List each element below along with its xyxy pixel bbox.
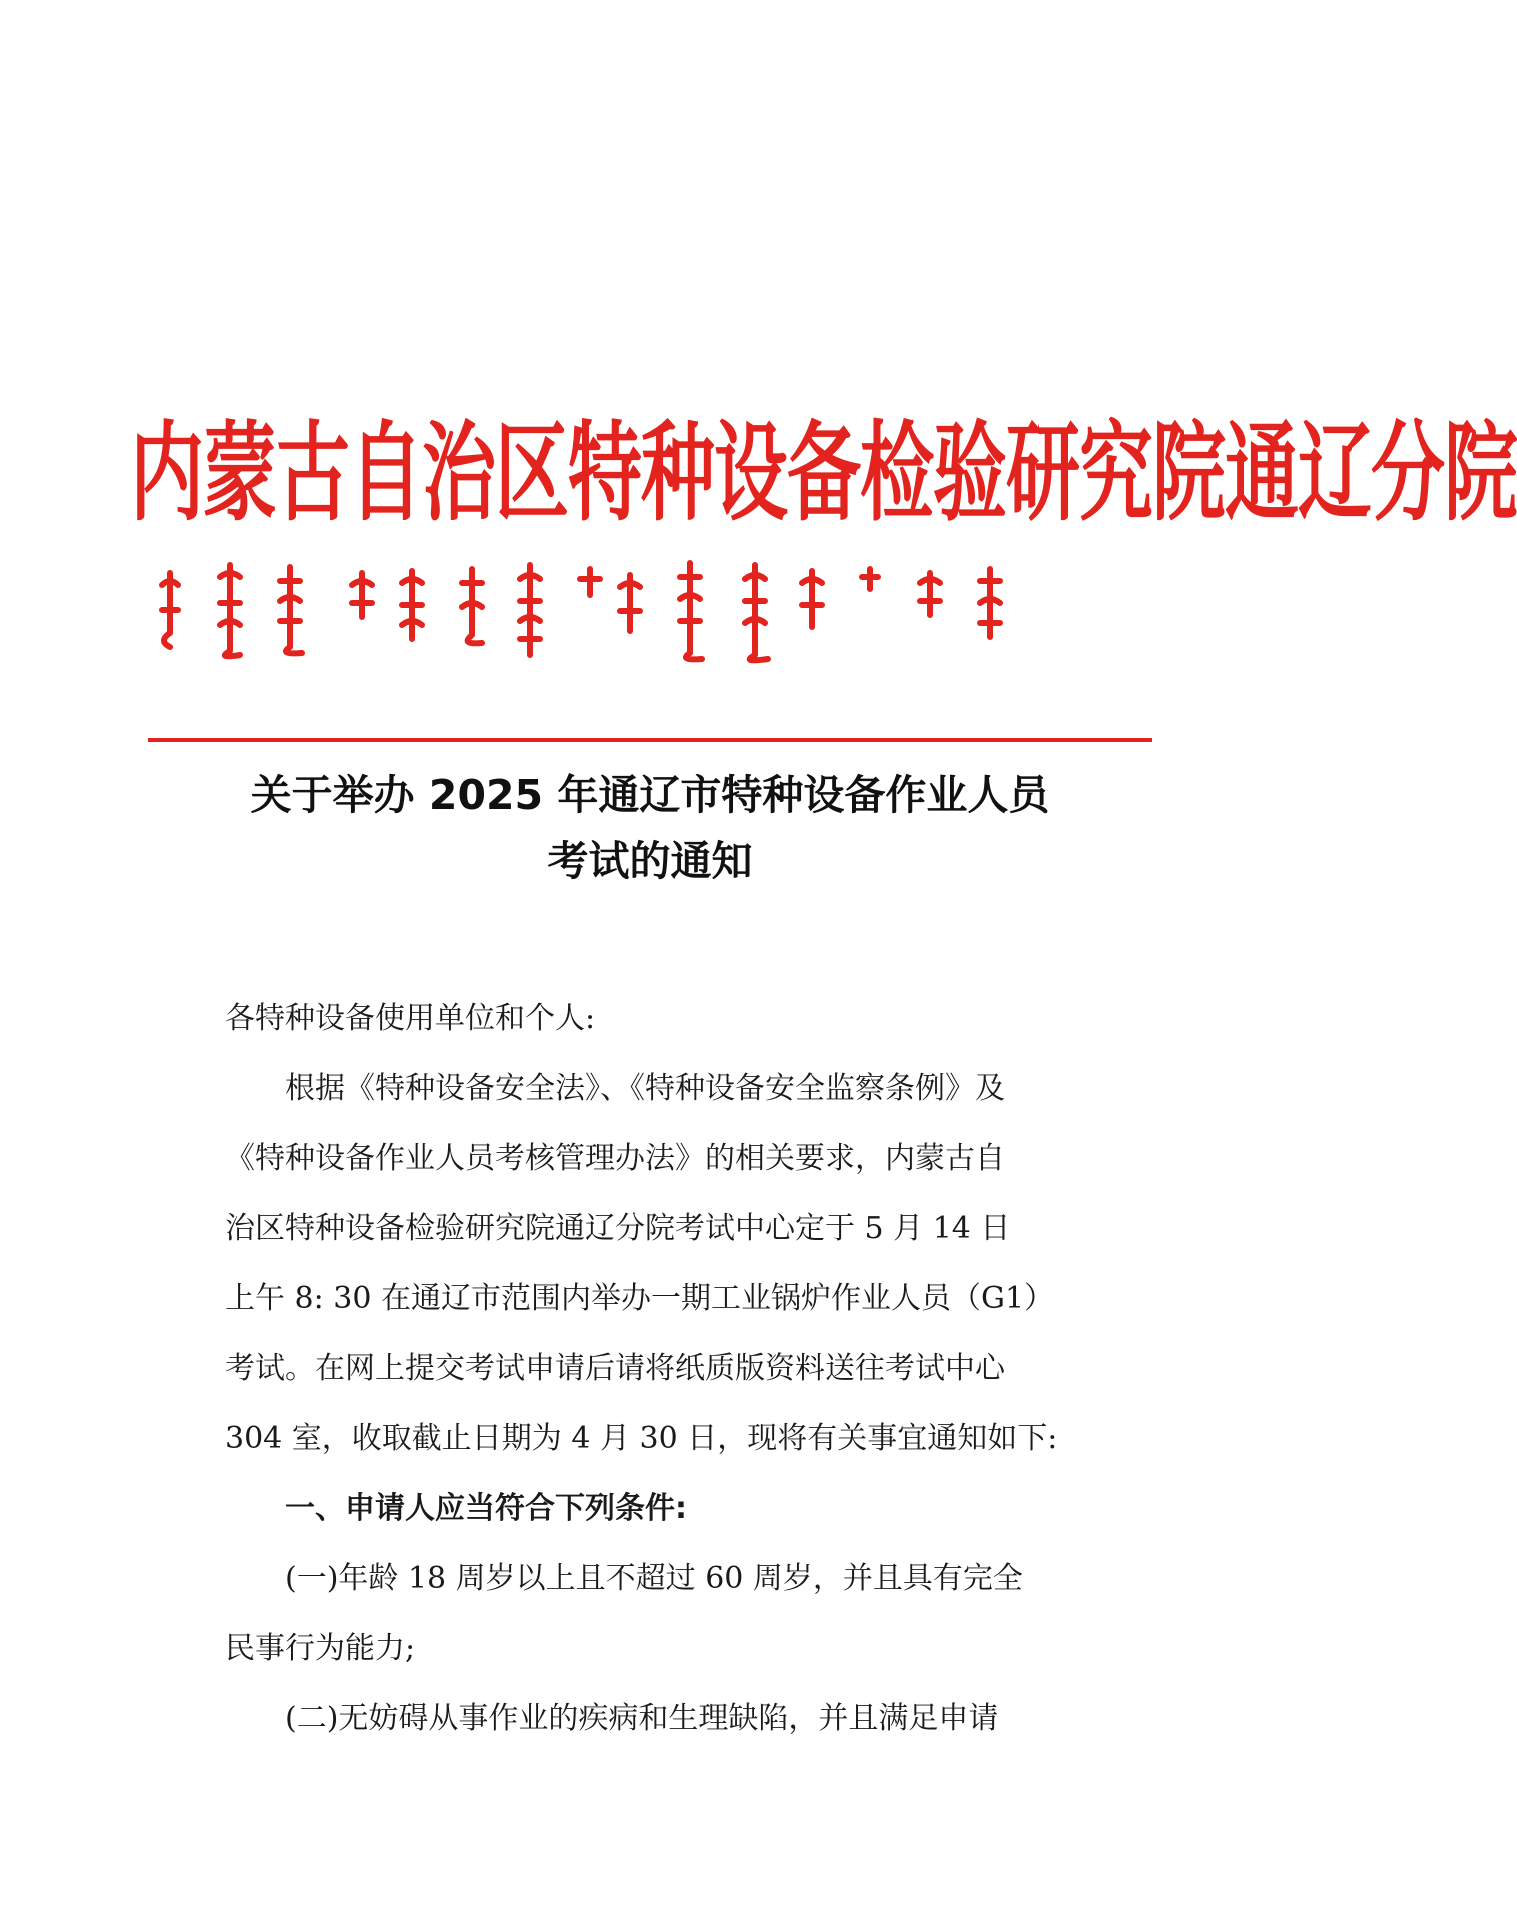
- section-1-heading-block: [225, 1474, 1123, 1544]
- paragraph-1-line: 上午 8: 30 在通辽市范围内举办一期工业锅炉作业人员（G1）: [225, 1281, 1055, 1316]
- paragraph-1-line: 《特种设备作业人员考核管理办法》的相关要求，内蒙古自: [225, 1141, 1005, 1176]
- letterhead-mongolian-script: [150, 555, 1140, 665]
- paragraph-1-line: 考试。在网上提交考试申请后请将纸质版资料送往考试中心: [225, 1351, 1005, 1386]
- paragraph-1-line: 根据《特种设备安全法》、《特种设备安全监察条例》及: [285, 1071, 1005, 1106]
- mongolian-script-graphic: [150, 555, 1140, 665]
- document-title-line-1: 关于举办 2025 年通辽市特种设备作业人员: [250, 771, 1050, 819]
- letterhead-chinese-name: 内蒙古自治区特种设备检验研究院通辽分院: [130, 411, 1517, 536]
- paragraph-1-line: 治区特种设备检验研究院通辽分院考试中心定于 5 月 14 日: [225, 1211, 1011, 1246]
- salutation: [225, 984, 1123, 1054]
- condition-item-1-line: 民事行为能力;: [225, 1631, 416, 1666]
- document-title-line-2: 考试的通知: [547, 837, 753, 885]
- salutation-text: 各特种设备使用单位和个人:: [225, 1001, 596, 1036]
- condition-item-2: [225, 1684, 1123, 1754]
- paragraph-1-line: 304 室，收取截止日期为 4 月 30 日，现将有关事宜通知如下:: [225, 1421, 1058, 1456]
- condition-item-2-line: (二)无妨碍从事作业的疾病和生理缺陷，并且满足申请: [285, 1701, 999, 1736]
- paragraph-1: [225, 1054, 1123, 1474]
- condition-item-1-line: (一)年龄 18 周岁以上且不超过 60 周岁，并且具有完全: [285, 1561, 1023, 1596]
- document-body: [225, 984, 1123, 1754]
- letterhead-divider: [148, 738, 1152, 742]
- section-1-heading: 一、申请人应当符合下列条件:: [285, 1491, 687, 1526]
- document-title: [148, 762, 1152, 894]
- condition-item-1: [225, 1544, 1123, 1684]
